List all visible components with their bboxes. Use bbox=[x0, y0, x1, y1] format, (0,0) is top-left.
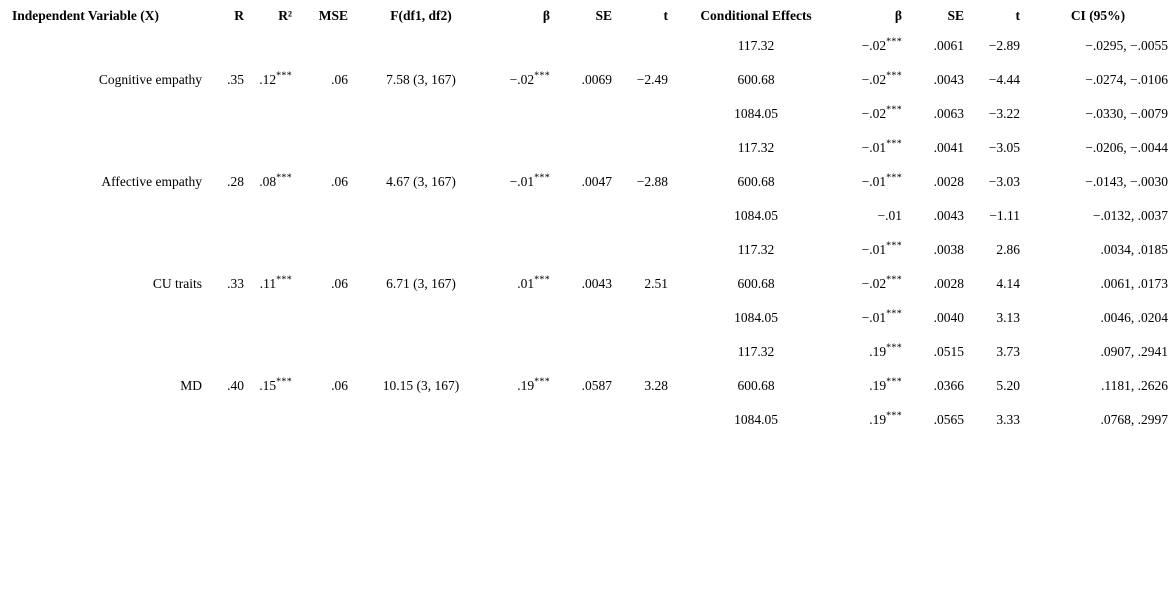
value: .0069 bbox=[581, 72, 612, 87]
cell-conditional-se bbox=[906, 63, 968, 97]
value: .28 bbox=[227, 174, 244, 189]
cell-conditional-t bbox=[968, 369, 1024, 403]
cell-conditional-t bbox=[968, 63, 1024, 97]
regression-results-table bbox=[8, 6, 1172, 437]
table-row bbox=[8, 233, 1172, 267]
value: .0043 bbox=[581, 276, 612, 291]
cell-conditional-beta bbox=[840, 267, 906, 301]
value: .06 bbox=[331, 174, 348, 189]
cell-conditional-level bbox=[672, 335, 840, 369]
significance-stars: *** bbox=[534, 274, 550, 286]
significance-stars: *** bbox=[886, 36, 902, 48]
cell-beta bbox=[490, 29, 554, 131]
column-header-mse: MSE bbox=[318, 8, 348, 23]
value: −.0143, −.0030 bbox=[1085, 174, 1168, 189]
cell-conditional-t bbox=[968, 131, 1024, 165]
cell-confidence-interval bbox=[1024, 233, 1172, 267]
value: .0040 bbox=[933, 310, 964, 325]
cell-mse bbox=[296, 335, 352, 437]
header-row bbox=[8, 6, 1172, 29]
cell-conditional-level bbox=[672, 131, 840, 165]
value: 6.71 (3, 167) bbox=[386, 276, 456, 291]
table-row bbox=[8, 131, 1172, 165]
significance-stars: *** bbox=[534, 70, 550, 82]
cell-conditional-se bbox=[906, 267, 968, 301]
cell-r bbox=[206, 233, 248, 335]
value: 117.32 bbox=[737, 242, 775, 257]
cell-conditional-se bbox=[906, 97, 968, 131]
significance-stars: *** bbox=[276, 70, 292, 82]
cell-r-squared bbox=[248, 335, 296, 437]
value: 3.33 bbox=[996, 412, 1020, 427]
cell-conditional-se bbox=[906, 233, 968, 267]
cell-se bbox=[554, 131, 616, 233]
cell-confidence-interval bbox=[1024, 63, 1172, 97]
column-header-conditional-t: t bbox=[1015, 8, 1020, 23]
cell-conditional-se bbox=[906, 199, 968, 233]
cell-conditional-t bbox=[968, 233, 1024, 267]
value: −1.11 bbox=[989, 208, 1020, 223]
significance-stars: *** bbox=[886, 376, 902, 388]
significance-stars: *** bbox=[886, 342, 902, 354]
value: .0034, .0185 bbox=[1100, 242, 1168, 257]
cell-r-squared bbox=[248, 131, 296, 233]
cell-conditional-t bbox=[968, 301, 1024, 335]
column-header-conditional-effects: Conditional Effects bbox=[700, 8, 812, 23]
value: 600.68 bbox=[737, 174, 775, 189]
cell-independent-variable bbox=[8, 233, 206, 335]
cell-conditional-level bbox=[672, 199, 840, 233]
cell-mse bbox=[296, 131, 352, 233]
value: 4.14 bbox=[996, 276, 1020, 291]
cell-r bbox=[206, 131, 248, 233]
cell-confidence-interval bbox=[1024, 199, 1172, 233]
cell-conditional-beta bbox=[840, 97, 906, 131]
value: −.01 bbox=[509, 174, 535, 189]
cell-confidence-interval bbox=[1024, 369, 1172, 403]
significance-stars: *** bbox=[886, 104, 902, 116]
value: .12 bbox=[259, 72, 277, 87]
cell-conditional-level bbox=[672, 403, 840, 437]
column-header-f: F(df1, df2) bbox=[390, 8, 452, 23]
cell-conditional-se bbox=[906, 369, 968, 403]
cell-se bbox=[554, 335, 616, 437]
value: .19 bbox=[869, 344, 887, 359]
cell-conditional-beta bbox=[840, 369, 906, 403]
cell-conditional-level bbox=[672, 301, 840, 335]
value: −.02 bbox=[861, 38, 887, 53]
cell-t bbox=[616, 131, 672, 233]
significance-stars: *** bbox=[886, 172, 902, 184]
cell-conditional-level bbox=[672, 29, 840, 63]
value: 10.15 (3, 167) bbox=[382, 378, 460, 393]
cell-confidence-interval bbox=[1024, 403, 1172, 437]
value: .0028 bbox=[933, 174, 964, 189]
cell-conditional-beta bbox=[840, 131, 906, 165]
value: 2.51 bbox=[644, 276, 668, 291]
value: 600.68 bbox=[737, 378, 775, 393]
cell-conditional-level bbox=[672, 233, 840, 267]
cell-beta bbox=[490, 335, 554, 437]
value: .0047 bbox=[581, 174, 612, 189]
value: .33 bbox=[227, 276, 244, 291]
significance-stars: *** bbox=[886, 138, 902, 150]
cell-confidence-interval bbox=[1024, 301, 1172, 335]
value: −3.22 bbox=[988, 106, 1020, 121]
table-row bbox=[8, 335, 1172, 369]
cell-f bbox=[352, 233, 490, 335]
value: 3.13 bbox=[996, 310, 1020, 325]
value: −2.49 bbox=[636, 72, 668, 87]
significance-stars: *** bbox=[276, 274, 292, 286]
value: .15 bbox=[259, 378, 277, 393]
value: .19 bbox=[517, 378, 535, 393]
cell-conditional-beta bbox=[840, 29, 906, 63]
value: .01 bbox=[517, 276, 535, 291]
value: .0038 bbox=[933, 242, 964, 257]
column-header-beta: β bbox=[542, 8, 550, 23]
value: .0043 bbox=[933, 208, 964, 223]
value: −.0295, −.0055 bbox=[1085, 38, 1168, 53]
cell-conditional-t bbox=[968, 97, 1024, 131]
cell-r bbox=[206, 29, 248, 131]
cell-conditional-beta bbox=[840, 165, 906, 199]
value: 600.68 bbox=[737, 276, 775, 291]
value: −.01 bbox=[861, 174, 887, 189]
value: .35 bbox=[227, 72, 244, 87]
value: −.0132, .0037 bbox=[1092, 208, 1168, 223]
cell-independent-variable bbox=[8, 131, 206, 233]
value: 7.58 (3, 167) bbox=[386, 72, 456, 87]
value: .0061, .0173 bbox=[1100, 276, 1168, 291]
value: .08 bbox=[259, 174, 277, 189]
cell-conditional-beta bbox=[840, 335, 906, 369]
cell-conditional-se bbox=[906, 165, 968, 199]
cell-independent-variable bbox=[8, 29, 206, 131]
value: .0907, .2941 bbox=[1100, 344, 1168, 359]
cell-confidence-interval bbox=[1024, 267, 1172, 301]
cell-conditional-level bbox=[672, 165, 840, 199]
value: CU traits bbox=[152, 276, 202, 291]
cell-conditional-beta bbox=[840, 199, 906, 233]
value: 117.32 bbox=[737, 344, 775, 359]
cell-conditional-beta bbox=[840, 233, 906, 267]
cell-f bbox=[352, 131, 490, 233]
cell-conditional-se bbox=[906, 335, 968, 369]
significance-stars: *** bbox=[276, 172, 292, 184]
cell-r-squared bbox=[248, 233, 296, 335]
value: 117.32 bbox=[737, 140, 775, 155]
cell-confidence-interval bbox=[1024, 29, 1172, 63]
cell-conditional-level bbox=[672, 63, 840, 97]
cell-f bbox=[352, 335, 490, 437]
value: 117.32 bbox=[737, 38, 775, 53]
cell-t bbox=[616, 29, 672, 131]
cell-conditional-t bbox=[968, 403, 1024, 437]
cell-beta bbox=[490, 233, 554, 335]
value: 4.67 (3, 167) bbox=[386, 174, 456, 189]
column-header-conditional-beta: β bbox=[894, 8, 902, 23]
value: −.0206, −.0044 bbox=[1085, 140, 1168, 155]
column-header-t: t bbox=[663, 8, 668, 23]
cell-se bbox=[554, 233, 616, 335]
value: −.0330, −.0079 bbox=[1085, 106, 1168, 121]
value: .0565 bbox=[933, 412, 964, 427]
value: .06 bbox=[331, 72, 348, 87]
value: .19 bbox=[869, 378, 887, 393]
value: 5.20 bbox=[996, 378, 1020, 393]
column-header-se: SE bbox=[595, 8, 612, 23]
column-header-r: R bbox=[234, 8, 244, 23]
value: Affective empathy bbox=[101, 174, 202, 189]
significance-stars: *** bbox=[886, 274, 902, 286]
value: .0041 bbox=[933, 140, 964, 155]
significance-stars: *** bbox=[276, 376, 292, 388]
cell-confidence-interval bbox=[1024, 97, 1172, 131]
value: −.01 bbox=[861, 242, 887, 257]
cell-conditional-t bbox=[968, 199, 1024, 233]
value: .06 bbox=[331, 276, 348, 291]
cell-conditional-beta bbox=[840, 301, 906, 335]
cell-f bbox=[352, 29, 490, 131]
value: .0515 bbox=[933, 344, 964, 359]
significance-stars: *** bbox=[886, 308, 902, 320]
cell-conditional-t bbox=[968, 165, 1024, 199]
value: Cognitive empathy bbox=[98, 72, 202, 87]
cell-conditional-t bbox=[968, 29, 1024, 63]
value: −2.88 bbox=[636, 174, 668, 189]
table-row bbox=[8, 29, 1172, 63]
cell-conditional-t bbox=[968, 335, 1024, 369]
cell-conditional-beta bbox=[840, 403, 906, 437]
cell-conditional-se bbox=[906, 301, 968, 335]
value: −3.05 bbox=[988, 140, 1020, 155]
value: −.02 bbox=[861, 106, 887, 121]
value: 1084.05 bbox=[734, 310, 778, 325]
cell-mse bbox=[296, 29, 352, 131]
value: .0768, .2997 bbox=[1100, 412, 1168, 427]
column-header-conditional-se: SE bbox=[947, 8, 964, 23]
cell-t bbox=[616, 335, 672, 437]
table-body bbox=[8, 29, 1172, 437]
value: −2.89 bbox=[988, 38, 1020, 53]
value: 1084.05 bbox=[734, 106, 778, 121]
value: .40 bbox=[227, 378, 244, 393]
cell-confidence-interval bbox=[1024, 165, 1172, 199]
column-header-ci: CI (95%) bbox=[1070, 8, 1126, 23]
value: 1084.05 bbox=[734, 208, 778, 223]
cell-conditional-se bbox=[906, 403, 968, 437]
value: .0366 bbox=[933, 378, 964, 393]
cell-mse bbox=[296, 233, 352, 335]
significance-stars: *** bbox=[886, 410, 902, 422]
value: 3.28 bbox=[644, 378, 668, 393]
cell-confidence-interval bbox=[1024, 131, 1172, 165]
value: −4.44 bbox=[988, 72, 1020, 87]
value: MD bbox=[180, 378, 202, 393]
cell-conditional-beta bbox=[840, 63, 906, 97]
value: −3.03 bbox=[988, 174, 1020, 189]
significance-stars: *** bbox=[534, 376, 550, 388]
value: .1181, .2626 bbox=[1101, 378, 1168, 393]
value: .0587 bbox=[581, 378, 612, 393]
cell-se bbox=[554, 29, 616, 131]
column-header-r-squared: R² bbox=[278, 8, 292, 23]
cell-conditional-se bbox=[906, 131, 968, 165]
value: −.01 bbox=[861, 140, 887, 155]
value: −.0274, −.0106 bbox=[1085, 72, 1168, 87]
value: 3.73 bbox=[996, 344, 1020, 359]
value: .19 bbox=[869, 412, 887, 427]
cell-confidence-interval bbox=[1024, 335, 1172, 369]
value: 2.86 bbox=[996, 242, 1020, 257]
value: .0028 bbox=[933, 276, 964, 291]
cell-conditional-se bbox=[906, 29, 968, 63]
value: 1084.05 bbox=[734, 412, 778, 427]
value: .06 bbox=[331, 378, 348, 393]
significance-stars: *** bbox=[886, 70, 902, 82]
value: −.01 bbox=[877, 208, 902, 223]
value: −.02 bbox=[861, 276, 887, 291]
value: 600.68 bbox=[737, 72, 775, 87]
significance-stars: *** bbox=[886, 240, 902, 252]
value: .0061 bbox=[933, 38, 964, 53]
value: .0046, .0204 bbox=[1100, 310, 1168, 325]
value: −.01 bbox=[861, 310, 887, 325]
cell-beta bbox=[490, 131, 554, 233]
cell-independent-variable bbox=[8, 335, 206, 437]
column-header-independent-variable: Independent Variable (X) bbox=[12, 8, 160, 23]
cell-conditional-level bbox=[672, 97, 840, 131]
value: .0043 bbox=[933, 72, 964, 87]
table-header bbox=[8, 6, 1172, 29]
significance-stars: *** bbox=[534, 172, 550, 184]
value: −.02 bbox=[861, 72, 887, 87]
cell-conditional-level bbox=[672, 369, 840, 403]
value: .11 bbox=[259, 276, 277, 291]
cell-conditional-level bbox=[672, 267, 840, 301]
value: .0063 bbox=[933, 106, 964, 121]
cell-r-squared bbox=[248, 29, 296, 131]
cell-conditional-t bbox=[968, 267, 1024, 301]
cell-t bbox=[616, 233, 672, 335]
cell-r bbox=[206, 335, 248, 437]
value: −.02 bbox=[509, 72, 535, 87]
